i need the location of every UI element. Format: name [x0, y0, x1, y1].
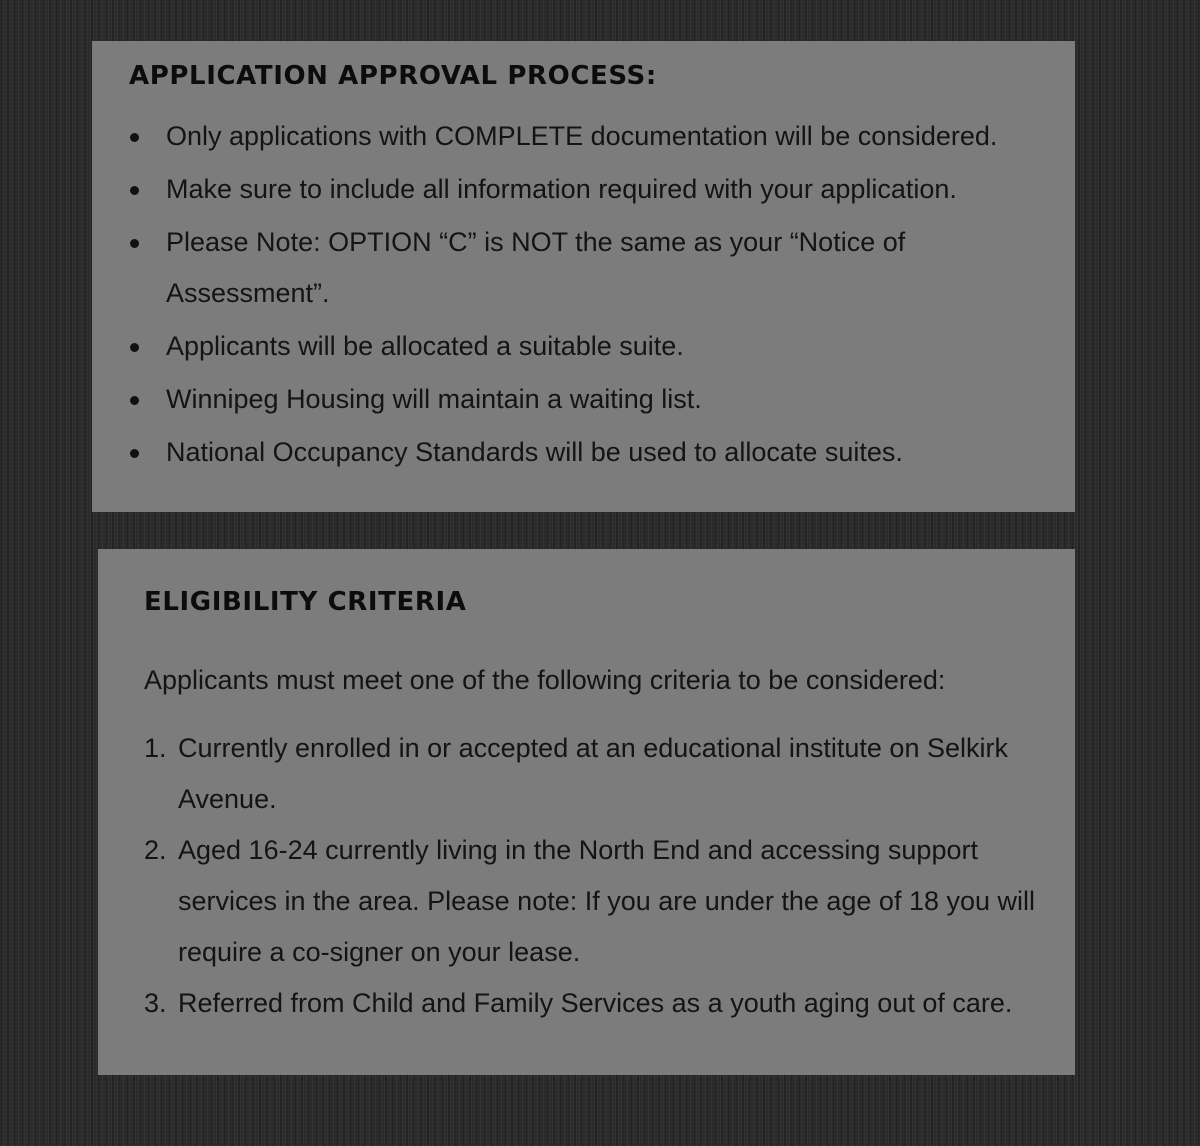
list-item-text: Please Note: OPTION “C” is NOT the same as your “Notice of Assessment”. [166, 227, 906, 308]
eligibility-criteria-panel [98, 549, 1075, 1075]
eligibility-criteria-heading: ELIGIBILITY CRITERIA [144, 587, 467, 617]
approval-process-heading: APPLICATION APPROVAL PROCESS: [129, 61, 657, 91]
list-item-text: Currently enrolled in or accepted at an educational institute on Selkirk Avenue. [178, 733, 1008, 814]
bullet-icon [130, 239, 139, 248]
list-item [98, 825, 1058, 978]
list-item [92, 321, 1052, 372]
list-item-text: Aged 16-24 currently living in the North End and accessing support services in the area. Please note: If you are under the age of 18 you will require a co-signer on your lease. [178, 835, 1036, 967]
approval-process-panel [92, 41, 1075, 512]
list-item [92, 217, 996, 319]
list-item-text: Only applications with COMPLETE documentation will be considered. [166, 121, 998, 151]
list-item-number: 2. [144, 835, 167, 865]
list-item [92, 164, 1052, 215]
list-item [98, 723, 1070, 825]
bullet-icon [130, 449, 139, 458]
list-item [92, 111, 1052, 162]
bullet-icon [130, 396, 139, 405]
list-item-number: 3. [144, 988, 167, 1018]
bullet-icon [130, 343, 139, 352]
bullet-icon [130, 133, 139, 142]
list-item [92, 427, 1052, 478]
list-item [92, 374, 1052, 425]
bullet-icon [130, 186, 139, 195]
list-item-text: Winnipeg Housing will maintain a waiting list. [166, 384, 702, 414]
eligibility-intro: Applicants must meet one of the following criteria to be considered: [144, 665, 946, 695]
list-item [98, 978, 1058, 1029]
list-item-text: Make sure to include all information required with your application. [166, 174, 957, 204]
list-item-text: Applicants will be allocated a suitable suite. [166, 331, 684, 361]
approval-process-list [92, 111, 1052, 480]
eligibility-criteria-list [98, 723, 1058, 1029]
list-item-text: National Occupancy Standards will be used to allocate suites. [166, 437, 903, 467]
list-item-number: 1. [144, 733, 167, 763]
list-item-text: Referred from Child and Family Services as a youth aging out of care. [178, 988, 1013, 1018]
